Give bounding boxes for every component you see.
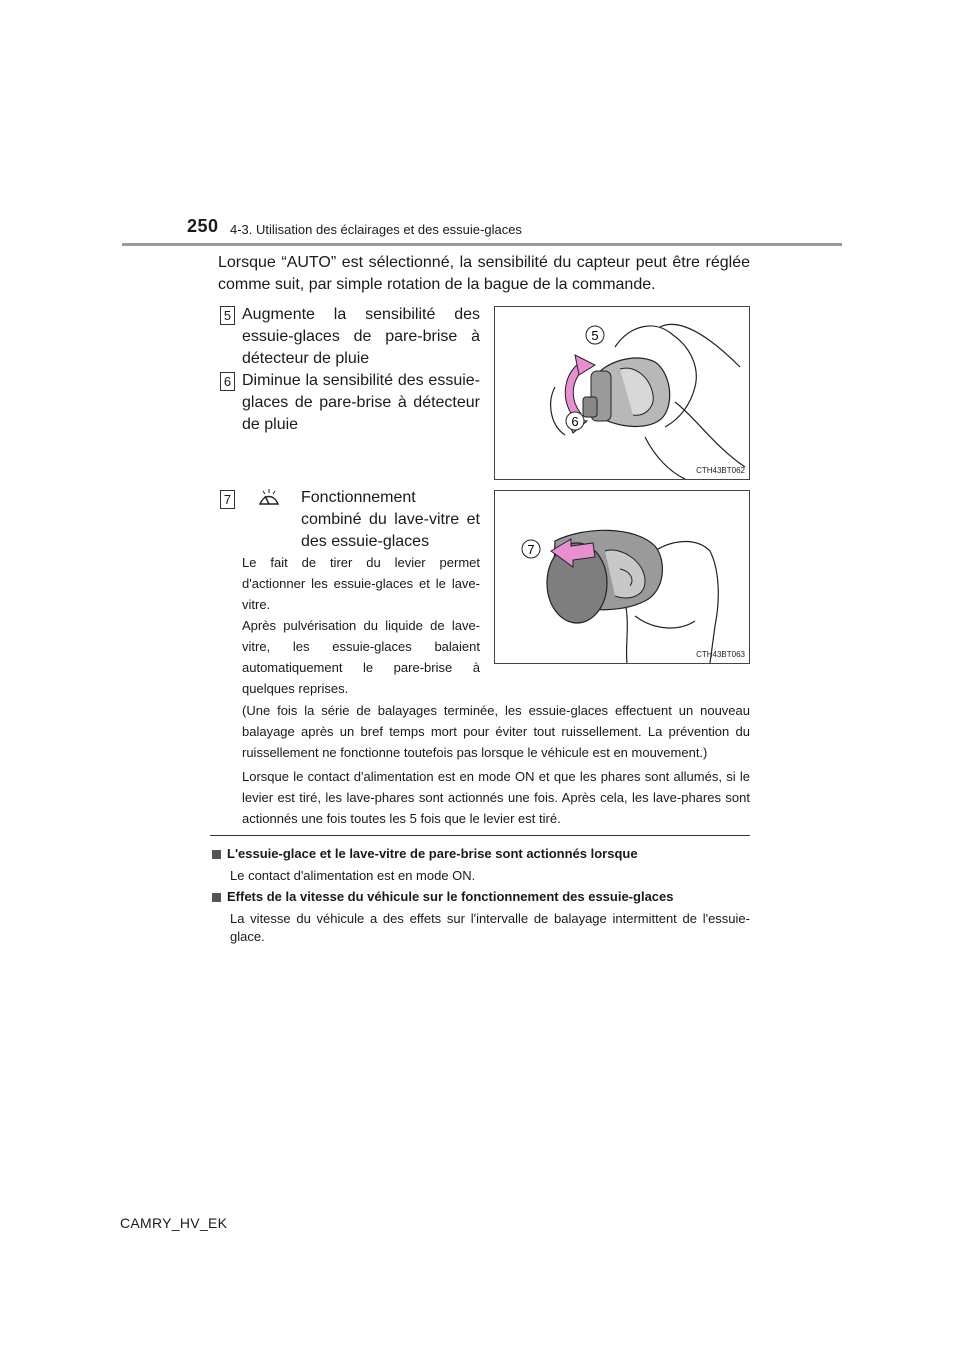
figure-code: CTH43BT063 [696,650,745,659]
bullet-square-icon [212,850,221,859]
step-marker-6: 6 [220,372,235,391]
item-7-detail-1: Le fait de tirer du levier permet d'actionner les essuie-glaces et le lave-vitre. [242,555,480,612]
page-number: 250 [187,216,219,236]
callout-5: 5 [591,328,599,343]
header-divider [122,243,842,246]
item-7-text: Fonctionnement combiné du lave-vitre et des essuie-glaces [301,489,480,550]
note-vehicle-speed [210,888,750,946]
bullet-square-icon [212,893,221,902]
washer-lever-illustration [495,491,749,663]
note-title: Effets de la vitesse du véhicule sur le fonctionnement des essuie-glaces [227,889,674,904]
wiper-ring-illustration [495,307,749,479]
figure-code: CTH43BT062 [696,466,745,475]
step-marker-7: 7 [220,490,235,509]
continuation-paragraph-1: (Une fois la série de balayages terminée, les essuie-glaces effectuent un nouveau balayage après un bref temps mort pour éviter tout ruissellement. La prévention du ruissellement ne fonctionne toutefois pas lorsque le véhicule est en mouvement.) [242,703,750,760]
callout-6: 6 [571,414,579,429]
page-header [0,0,960,260]
figure-wiper-ring-rotation [494,306,750,480]
note-title: L'essuie-glace et le lave-vitre de pare-brise sont actionnés lorsque [227,846,638,861]
note-wiper-activation [210,845,750,885]
continuation-paragraph-2: Lorsque le contact d'alimentation est en mode ON et que les phares sont allumés, si le levier est tiré, les lave-phares sont actionnés une fois. Après cela, les lave-phares sont actionnés une fois toutes les 5 fois que le levier est tiré. [242,769,750,826]
section-title: 4-3. Utilisation des éclairages et des essuie-glaces [230,222,522,237]
note-body: La vitesse du véhicule a des effets sur l'intervalle de balayage intermittent de l'essuie-glace. [230,911,750,944]
item-5-text: Augmente la sensibilité des essuie-glaces de pare-brise à détecteur de pluie [242,306,480,367]
model-code: CAMRY_HV_EK [120,1215,228,1231]
item-7-detail-2: Après pulvérisation du liquide de lave-vitre, les essuie-glaces balaient automatiquement le pare-brise à quelques reprises. [242,618,480,696]
note-body: Le contact d'alimentation est en mode ON. [230,868,476,883]
intro-paragraph: Lorsque “AUTO” est sélectionné, la sensibilité du capteur peut être réglée comme suit, par simple rotation de la bague de la commande. [218,254,750,293]
notes-divider [210,835,750,836]
item-6-text: Diminue la sensibilité des essuie-glaces de pare-brise à détecteur de pluie [242,372,480,433]
figure-washer-lever-pull [494,490,750,664]
windshield-washer-icon [258,488,280,508]
callout-7: 7 [527,542,535,557]
step-marker-5: 5 [220,306,235,325]
